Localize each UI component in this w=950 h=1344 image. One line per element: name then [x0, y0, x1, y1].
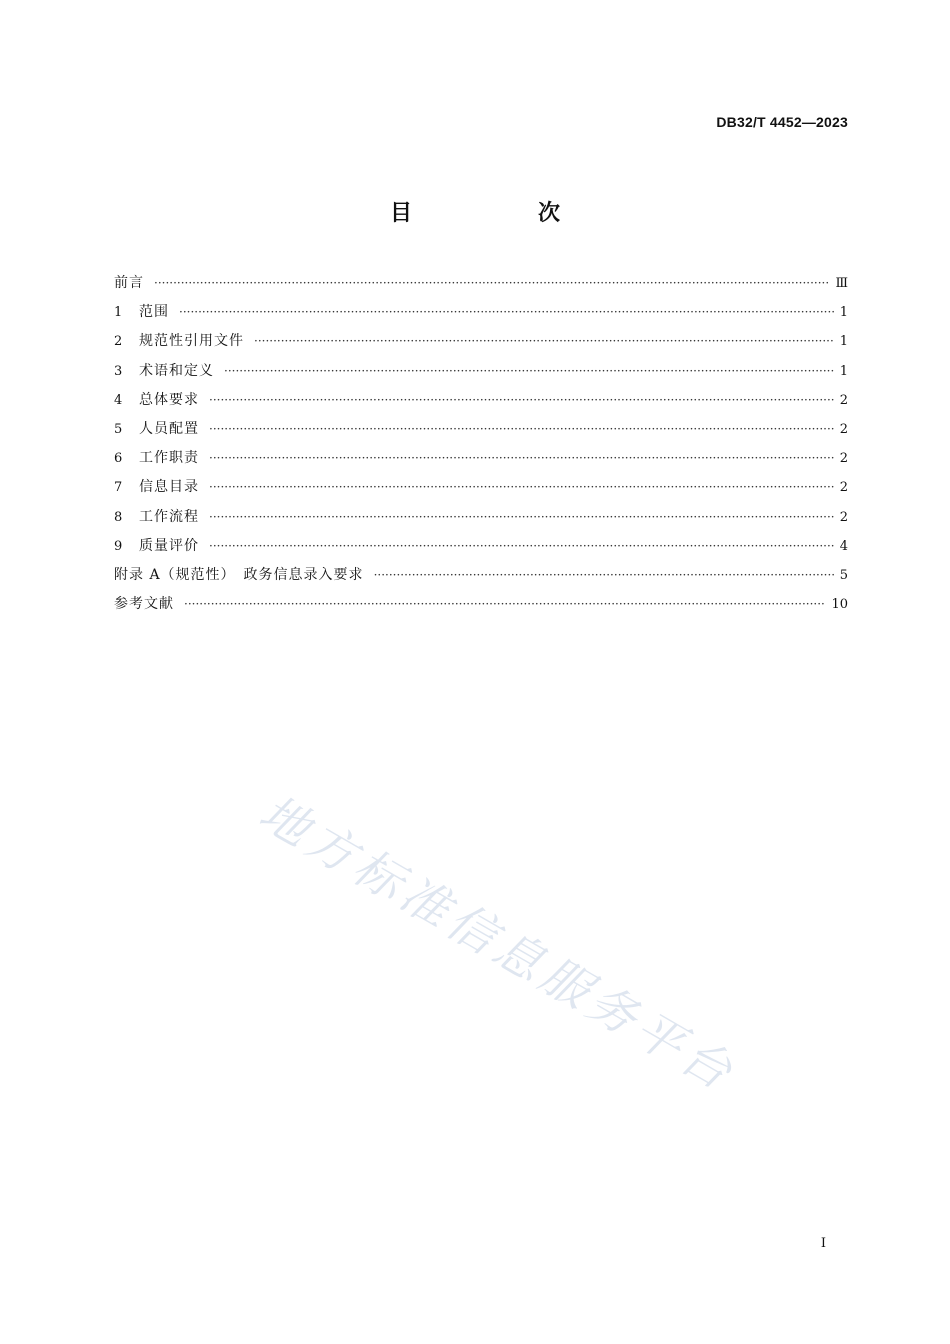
toc-entry-page: Ⅲ [835, 276, 848, 291]
toc-entry-1[interactable] [114, 302, 848, 331]
toc-entry-7[interactable] [114, 477, 848, 506]
toc-entry-references[interactable] [114, 594, 848, 623]
toc-entry-number: 3 [114, 363, 123, 379]
toc-entry-title: 规范性引用文件 [139, 333, 244, 350]
toc-entry-title: 工作流程 [139, 508, 199, 525]
toc-dot-leader [209, 477, 834, 497]
toc-entry-page: 1 [839, 334, 848, 350]
toc-entry-number: 2 [114, 334, 123, 350]
toc-entry-page: 10 [831, 597, 848, 613]
toc-dot-leader [209, 419, 834, 439]
table-of-contents [114, 273, 848, 623]
toc-entry-page: 4 [839, 538, 848, 554]
toc-dot-leader [209, 536, 834, 556]
toc-entry-page: 2 [839, 421, 848, 437]
toc-entry-4[interactable] [114, 390, 848, 419]
toc-entry-page: 2 [839, 392, 848, 408]
toc-entry-title: 人员配置 [139, 420, 199, 437]
toc-entry-2[interactable] [114, 331, 848, 360]
toc-dot-leader [374, 565, 834, 585]
toc-dot-leader [209, 448, 834, 468]
toc-dot-leader [209, 390, 834, 410]
toc-dot-leader [224, 361, 834, 381]
toc-entry-page: 1 [839, 363, 848, 379]
toc-entry-number: 7 [114, 480, 123, 496]
toc-entry-number: 6 [114, 451, 123, 467]
toc-dot-leader [209, 507, 834, 527]
toc-entry-title: 质量评价 [139, 537, 199, 554]
toc-entry-page: 2 [839, 451, 848, 467]
footer-page-number: I [820, 1236, 826, 1251]
toc-entry-page: 2 [839, 480, 848, 496]
toc-entry-5[interactable] [114, 419, 848, 448]
toc-entry-appendix-a[interactable] [114, 565, 848, 594]
toc-dot-leader [154, 273, 829, 293]
toc-entry-title: 范围 [139, 304, 169, 321]
toc-dot-leader [254, 331, 834, 351]
toc-entry-title: 参考文献 [114, 596, 174, 613]
toc-entry-title: 术语和定义 [139, 362, 214, 379]
toc-dot-leader [184, 594, 825, 614]
toc-entry-title: 附录 A（规范性） 政务信息录入要求 [114, 566, 364, 583]
standard-code: DB32/T 4452—2023 [716, 114, 848, 130]
toc-entry-title: 前言 [114, 275, 144, 291]
toc-entry-3[interactable] [114, 361, 848, 390]
toc-entry-page: 1 [839, 305, 848, 321]
toc-dot-leader [179, 302, 834, 322]
toc-entry-number: 9 [114, 538, 123, 554]
toc-entry-9[interactable] [114, 536, 848, 565]
toc-entry-foreword[interactable] [114, 273, 848, 302]
toc-entry-number: 4 [114, 392, 123, 408]
toc-entry-page: 2 [839, 509, 848, 525]
toc-entry-number: 1 [114, 305, 123, 321]
toc-entry-title: 总体要求 [139, 391, 199, 408]
toc-entry-8[interactable] [114, 507, 848, 536]
toc-entry-title: 信息目录 [139, 479, 199, 496]
toc-entry-6[interactable] [114, 448, 848, 477]
toc-entry-page: 5 [839, 567, 848, 583]
watermark: 地方标准信息服务平台 [249, 784, 746, 1104]
toc-entry-title: 工作职责 [139, 450, 199, 467]
toc-entry-number: 8 [114, 509, 123, 525]
toc-entry-number: 5 [114, 421, 123, 437]
page-title: 目 次 [389, 201, 612, 226]
